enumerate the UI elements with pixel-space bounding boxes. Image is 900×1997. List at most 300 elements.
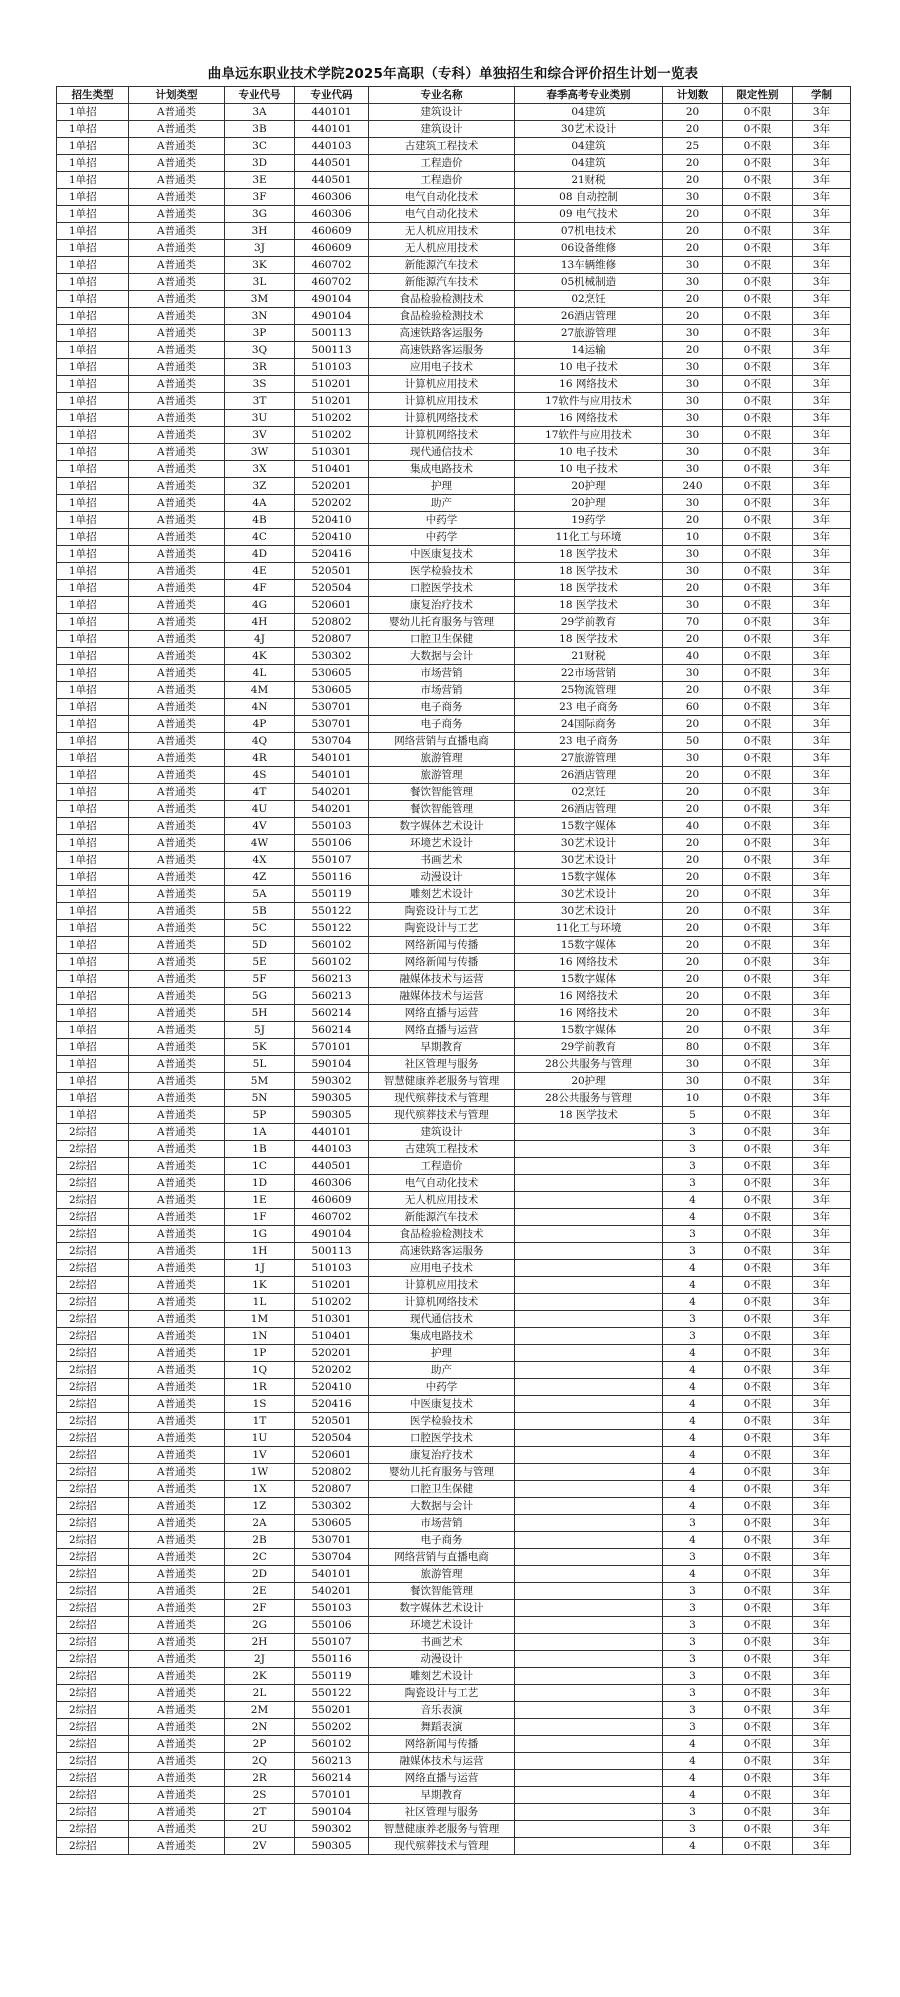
exam-category-cell: 26酒店管理 bbox=[515, 767, 663, 784]
major-code-cell: 520802 bbox=[295, 614, 369, 631]
major-code-short-cell: 2E bbox=[225, 1583, 295, 1600]
gender-limit-cell: 0不限 bbox=[723, 1532, 793, 1549]
admission-type-cell: 1单招 bbox=[57, 274, 129, 291]
plan-type-cell: A普通类 bbox=[129, 1141, 225, 1158]
gender-limit-cell: 0不限 bbox=[723, 648, 793, 665]
exam-category-cell bbox=[515, 1396, 663, 1413]
admission-type-cell: 1单招 bbox=[57, 359, 129, 376]
major-code-short-cell: 4D bbox=[225, 546, 295, 563]
major-code-cell: 550107 bbox=[295, 1634, 369, 1651]
plan-count-cell: 20 bbox=[663, 631, 723, 648]
gender-limit-cell: 0不限 bbox=[723, 1549, 793, 1566]
duration-cell: 3年 bbox=[793, 172, 851, 189]
major-code-cell: 530701 bbox=[295, 699, 369, 716]
exam-category-cell: 23 电子商务 bbox=[515, 699, 663, 716]
exam-category-cell bbox=[515, 1141, 663, 1158]
admission-type-cell: 2综招 bbox=[57, 1515, 129, 1532]
plan-type-cell: A普通类 bbox=[129, 1838, 225, 1855]
plan-type-cell: A普通类 bbox=[129, 1719, 225, 1736]
major-code-short-cell: 1P bbox=[225, 1345, 295, 1362]
header-major-name: 专业名称 bbox=[369, 87, 515, 104]
major-code-cell: 500113 bbox=[295, 325, 369, 342]
plan-type-cell: A普通类 bbox=[129, 1634, 225, 1651]
major-code-short-cell: 2V bbox=[225, 1838, 295, 1855]
major-code-short-cell: 5D bbox=[225, 937, 295, 954]
major-name-cell: 旅游管理 bbox=[369, 767, 515, 784]
plan-type-cell: A普通类 bbox=[129, 376, 225, 393]
gender-limit-cell: 0不限 bbox=[723, 393, 793, 410]
plan-count-cell: 20 bbox=[663, 920, 723, 937]
duration-cell: 3年 bbox=[793, 1447, 851, 1464]
plan-type-cell: A普通类 bbox=[129, 1617, 225, 1634]
major-code-cell: 550116 bbox=[295, 1651, 369, 1668]
table-row bbox=[57, 1107, 851, 1124]
gender-limit-cell: 0不限 bbox=[723, 1481, 793, 1498]
table-row bbox=[57, 1821, 851, 1838]
major-name-cell: 雕刻艺术设计 bbox=[369, 886, 515, 903]
major-code-short-cell: 2L bbox=[225, 1685, 295, 1702]
duration-cell: 3年 bbox=[793, 1464, 851, 1481]
major-code-cell: 550116 bbox=[295, 869, 369, 886]
exam-category-cell: 17软件与应用技术 bbox=[515, 427, 663, 444]
major-code-cell: 460306 bbox=[295, 206, 369, 223]
major-code-cell: 520807 bbox=[295, 1481, 369, 1498]
plan-type-cell: A普通类 bbox=[129, 1549, 225, 1566]
major-name-cell: 电气自动化技术 bbox=[369, 206, 515, 223]
major-code-cell: 530605 bbox=[295, 1515, 369, 1532]
plan-count-cell: 20 bbox=[663, 240, 723, 257]
major-name-cell: 计算机网络技术 bbox=[369, 427, 515, 444]
admission-type-cell: 2综招 bbox=[57, 1362, 129, 1379]
table-row bbox=[57, 461, 851, 478]
duration-cell: 3年 bbox=[793, 1107, 851, 1124]
plan-type-cell: A普通类 bbox=[129, 359, 225, 376]
gender-limit-cell: 0不限 bbox=[723, 1260, 793, 1277]
major-name-cell: 电子商务 bbox=[369, 699, 515, 716]
major-name-cell: 高速铁路客运服务 bbox=[369, 342, 515, 359]
major-name-cell: 应用电子技术 bbox=[369, 1260, 515, 1277]
exam-category-cell: 02烹饪 bbox=[515, 291, 663, 308]
table-row bbox=[57, 1260, 851, 1277]
major-code-short-cell: 2J bbox=[225, 1651, 295, 1668]
major-name-cell: 餐饮智能管理 bbox=[369, 1583, 515, 1600]
exam-category-cell: 07机电技术 bbox=[515, 223, 663, 240]
exam-category-cell bbox=[515, 1838, 663, 1855]
major-code-short-cell: 1T bbox=[225, 1413, 295, 1430]
major-code-short-cell: 5C bbox=[225, 920, 295, 937]
major-code-cell: 530302 bbox=[295, 1498, 369, 1515]
plan-count-cell: 3 bbox=[663, 1583, 723, 1600]
major-name-cell: 大数据与会计 bbox=[369, 648, 515, 665]
plan-type-cell: A普通类 bbox=[129, 546, 225, 563]
table-row bbox=[57, 342, 851, 359]
gender-limit-cell: 0不限 bbox=[723, 1175, 793, 1192]
major-code-short-cell: 1X bbox=[225, 1481, 295, 1498]
plan-count-cell: 30 bbox=[663, 189, 723, 206]
gender-limit-cell: 0不限 bbox=[723, 920, 793, 937]
table-row bbox=[57, 1804, 851, 1821]
major-code-cell: 590104 bbox=[295, 1056, 369, 1073]
major-code-cell: 520201 bbox=[295, 1345, 369, 1362]
exam-category-cell: 23 电子商务 bbox=[515, 733, 663, 750]
plan-type-cell: A普通类 bbox=[129, 342, 225, 359]
table-row bbox=[57, 257, 851, 274]
plan-count-cell: 20 bbox=[663, 767, 723, 784]
table-row bbox=[57, 580, 851, 597]
exam-category-cell bbox=[515, 1753, 663, 1770]
gender-limit-cell: 0不限 bbox=[723, 971, 793, 988]
exam-category-cell bbox=[515, 1498, 663, 1515]
table-row bbox=[57, 682, 851, 699]
gender-limit-cell: 0不限 bbox=[723, 1498, 793, 1515]
major-code-short-cell: 5B bbox=[225, 903, 295, 920]
duration-cell: 3年 bbox=[793, 631, 851, 648]
duration-cell: 3年 bbox=[793, 410, 851, 427]
plan-type-cell: A普通类 bbox=[129, 580, 225, 597]
exam-category-cell: 18 医学技术 bbox=[515, 597, 663, 614]
admission-type-cell: 1单招 bbox=[57, 614, 129, 631]
plan-count-cell: 20 bbox=[663, 784, 723, 801]
admission-type-cell: 1单招 bbox=[57, 818, 129, 835]
gender-limit-cell: 0不限 bbox=[723, 1515, 793, 1532]
exam-category-cell: 26酒店管理 bbox=[515, 308, 663, 325]
admission-type-cell: 2综招 bbox=[57, 1175, 129, 1192]
admission-type-cell: 2综招 bbox=[57, 1379, 129, 1396]
major-code-cell: 510103 bbox=[295, 1260, 369, 1277]
major-name-cell: 现代殡葬技术与管理 bbox=[369, 1090, 515, 1107]
gender-limit-cell: 0不限 bbox=[723, 1073, 793, 1090]
plan-type-cell: A普通类 bbox=[129, 1753, 225, 1770]
table-row bbox=[57, 1685, 851, 1702]
plan-type-cell: A普通类 bbox=[129, 1005, 225, 1022]
plan-count-cell: 4 bbox=[663, 1430, 723, 1447]
table-row bbox=[57, 1753, 851, 1770]
major-name-cell: 陶瓷设计与工艺 bbox=[369, 1685, 515, 1702]
exam-category-cell: 28公共服务与管理 bbox=[515, 1090, 663, 1107]
plan-type-cell: A普通类 bbox=[129, 274, 225, 291]
plan-type-cell: A普通类 bbox=[129, 1362, 225, 1379]
plan-count-cell: 20 bbox=[663, 835, 723, 852]
major-code-cell: 440103 bbox=[295, 138, 369, 155]
plan-count-cell: 20 bbox=[663, 1022, 723, 1039]
plan-type-cell: A普通类 bbox=[129, 1651, 225, 1668]
plan-count-cell: 40 bbox=[663, 648, 723, 665]
major-name-cell: 食品检验检测技术 bbox=[369, 291, 515, 308]
admission-type-cell: 2综招 bbox=[57, 1277, 129, 1294]
admission-type-cell: 2综招 bbox=[57, 1702, 129, 1719]
plan-type-cell: A普通类 bbox=[129, 1175, 225, 1192]
table-row bbox=[57, 1039, 851, 1056]
exam-category-cell bbox=[515, 1549, 663, 1566]
major-name-cell: 康复治疗技术 bbox=[369, 597, 515, 614]
table-row bbox=[57, 172, 851, 189]
major-code-short-cell: 3D bbox=[225, 155, 295, 172]
major-code-short-cell: 4L bbox=[225, 665, 295, 682]
duration-cell: 3年 bbox=[793, 359, 851, 376]
major-name-cell: 现代通信技术 bbox=[369, 444, 515, 461]
plan-count-cell: 4 bbox=[663, 1498, 723, 1515]
duration-cell: 3年 bbox=[793, 274, 851, 291]
admission-type-cell: 2综招 bbox=[57, 1311, 129, 1328]
table-row bbox=[57, 852, 851, 869]
gender-limit-cell: 0不限 bbox=[723, 478, 793, 495]
plan-type-cell: A普通类 bbox=[129, 1039, 225, 1056]
duration-cell: 3年 bbox=[793, 104, 851, 121]
table-row bbox=[57, 835, 851, 852]
table-row bbox=[57, 903, 851, 920]
major-name-cell: 动漫设计 bbox=[369, 1651, 515, 1668]
table-row bbox=[57, 1243, 851, 1260]
major-code-short-cell: 3A bbox=[225, 104, 295, 121]
major-code-cell: 560214 bbox=[295, 1022, 369, 1039]
admission-type-cell: 2综招 bbox=[57, 1447, 129, 1464]
plan-count-cell: 20 bbox=[663, 886, 723, 903]
plan-count-cell: 4 bbox=[663, 1838, 723, 1855]
duration-cell: 3年 bbox=[793, 1192, 851, 1209]
plan-count-cell: 3 bbox=[663, 1124, 723, 1141]
plan-type-cell: A普通类 bbox=[129, 308, 225, 325]
table-row bbox=[57, 240, 851, 257]
plan-count-cell: 3 bbox=[663, 1141, 723, 1158]
exam-category-cell: 17软件与应用技术 bbox=[515, 393, 663, 410]
plan-type-cell: A普通类 bbox=[129, 1260, 225, 1277]
plan-type-cell: A普通类 bbox=[129, 1277, 225, 1294]
plan-count-cell: 30 bbox=[663, 1073, 723, 1090]
major-code-cell: 540201 bbox=[295, 801, 369, 818]
major-code-short-cell: 5A bbox=[225, 886, 295, 903]
admission-type-cell: 2综招 bbox=[57, 1804, 129, 1821]
major-code-cell: 520504 bbox=[295, 1430, 369, 1447]
table-row bbox=[57, 427, 851, 444]
duration-cell: 3年 bbox=[793, 1430, 851, 1447]
plan-count-cell: 20 bbox=[663, 1005, 723, 1022]
major-code-short-cell: 1R bbox=[225, 1379, 295, 1396]
gender-limit-cell: 0不限 bbox=[723, 104, 793, 121]
table-row bbox=[57, 359, 851, 376]
exam-category-cell: 10 电子技术 bbox=[515, 461, 663, 478]
admission-type-cell: 1单招 bbox=[57, 240, 129, 257]
gender-limit-cell: 0不限 bbox=[723, 1226, 793, 1243]
duration-cell: 3年 bbox=[793, 1481, 851, 1498]
gender-limit-cell: 0不限 bbox=[723, 444, 793, 461]
gender-limit-cell: 0不限 bbox=[723, 1090, 793, 1107]
table-row bbox=[57, 410, 851, 427]
plan-type-cell: A普通类 bbox=[129, 648, 225, 665]
major-name-cell: 现代通信技术 bbox=[369, 1311, 515, 1328]
plan-type-cell: A普通类 bbox=[129, 665, 225, 682]
exam-category-cell: 18 医学技术 bbox=[515, 1107, 663, 1124]
table-row bbox=[57, 988, 851, 1005]
gender-limit-cell: 0不限 bbox=[723, 1277, 793, 1294]
plan-count-cell: 20 bbox=[663, 988, 723, 1005]
plan-count-cell: 3 bbox=[663, 1651, 723, 1668]
major-name-cell: 网络营销与直播电商 bbox=[369, 733, 515, 750]
table-row bbox=[57, 1379, 851, 1396]
major-code-short-cell: 3L bbox=[225, 274, 295, 291]
major-name-cell: 助产 bbox=[369, 1362, 515, 1379]
major-code-short-cell: 5P bbox=[225, 1107, 295, 1124]
major-code-short-cell: 2G bbox=[225, 1617, 295, 1634]
major-name-cell: 中药学 bbox=[369, 1379, 515, 1396]
plan-count-cell: 4 bbox=[663, 1532, 723, 1549]
gender-limit-cell: 0不限 bbox=[723, 1345, 793, 1362]
admission-type-cell: 2综招 bbox=[57, 1736, 129, 1753]
table-row bbox=[57, 1770, 851, 1787]
duration-cell: 3年 bbox=[793, 1005, 851, 1022]
exam-category-cell bbox=[515, 1447, 663, 1464]
duration-cell: 3年 bbox=[793, 716, 851, 733]
duration-cell: 3年 bbox=[793, 512, 851, 529]
table-row bbox=[57, 1532, 851, 1549]
gender-limit-cell: 0不限 bbox=[723, 1838, 793, 1855]
plan-type-cell: A普通类 bbox=[129, 767, 225, 784]
plan-count-cell: 3 bbox=[663, 1719, 723, 1736]
major-code-short-cell: 3X bbox=[225, 461, 295, 478]
gender-limit-cell: 0不限 bbox=[723, 342, 793, 359]
duration-cell: 3年 bbox=[793, 1396, 851, 1413]
major-code-short-cell: 2N bbox=[225, 1719, 295, 1736]
plan-type-cell: A普通类 bbox=[129, 937, 225, 954]
major-code-cell: 520802 bbox=[295, 1464, 369, 1481]
admission-type-cell: 2综招 bbox=[57, 1243, 129, 1260]
exam-category-cell bbox=[515, 1209, 663, 1226]
exam-category-cell bbox=[515, 1277, 663, 1294]
major-code-short-cell: 4X bbox=[225, 852, 295, 869]
gender-limit-cell: 0不限 bbox=[723, 172, 793, 189]
major-name-cell: 书画艺术 bbox=[369, 852, 515, 869]
plan-type-cell: A普通类 bbox=[129, 1481, 225, 1498]
table-row bbox=[57, 1651, 851, 1668]
gender-limit-cell: 0不限 bbox=[723, 1039, 793, 1056]
plan-count-cell: 70 bbox=[663, 614, 723, 631]
table-row bbox=[57, 1090, 851, 1107]
plan-type-cell: A普通类 bbox=[129, 1311, 225, 1328]
plan-count-cell: 240 bbox=[663, 478, 723, 495]
table-row bbox=[57, 393, 851, 410]
table-row bbox=[57, 274, 851, 291]
major-code-short-cell: 4U bbox=[225, 801, 295, 818]
gender-limit-cell: 0不限 bbox=[723, 1464, 793, 1481]
gender-limit-cell: 0不限 bbox=[723, 1362, 793, 1379]
major-code-short-cell: 1Z bbox=[225, 1498, 295, 1515]
plan-count-cell: 20 bbox=[663, 937, 723, 954]
table-row bbox=[57, 699, 851, 716]
admission-type-cell: 1单招 bbox=[57, 954, 129, 971]
admission-type-cell: 1单招 bbox=[57, 478, 129, 495]
gender-limit-cell: 0不限 bbox=[723, 257, 793, 274]
table-row bbox=[57, 801, 851, 818]
duration-cell: 3年 bbox=[793, 784, 851, 801]
duration-cell: 3年 bbox=[793, 852, 851, 869]
plan-type-cell: A普通类 bbox=[129, 614, 225, 631]
major-code-cell: 590305 bbox=[295, 1090, 369, 1107]
exam-category-cell: 20护理 bbox=[515, 495, 663, 512]
exam-category-cell: 19药学 bbox=[515, 512, 663, 529]
duration-cell: 3年 bbox=[793, 1090, 851, 1107]
major-name-cell: 医学检验技术 bbox=[369, 1413, 515, 1430]
gender-limit-cell: 0不限 bbox=[723, 699, 793, 716]
major-code-cell: 590305 bbox=[295, 1107, 369, 1124]
major-name-cell: 雕刻艺术设计 bbox=[369, 1668, 515, 1685]
major-name-cell: 建筑设计 bbox=[369, 1124, 515, 1141]
major-code-cell: 520416 bbox=[295, 546, 369, 563]
gender-limit-cell: 0不限 bbox=[723, 1158, 793, 1175]
duration-cell: 3年 bbox=[793, 801, 851, 818]
duration-cell: 3年 bbox=[793, 682, 851, 699]
gender-limit-cell: 0不限 bbox=[723, 1328, 793, 1345]
gender-limit-cell: 0不限 bbox=[723, 1753, 793, 1770]
table-row bbox=[57, 291, 851, 308]
gender-limit-cell: 0不限 bbox=[723, 733, 793, 750]
major-name-cell: 集成电路技术 bbox=[369, 461, 515, 478]
exam-category-cell: 04建筑 bbox=[515, 104, 663, 121]
admission-type-cell: 1单招 bbox=[57, 750, 129, 767]
exam-category-cell bbox=[515, 1294, 663, 1311]
enrollment-plan-table bbox=[56, 86, 851, 1855]
plan-count-cell: 30 bbox=[663, 461, 723, 478]
gender-limit-cell: 0不限 bbox=[723, 1243, 793, 1260]
major-code-cell: 440501 bbox=[295, 155, 369, 172]
major-code-short-cell: 1H bbox=[225, 1243, 295, 1260]
plan-count-cell: 5 bbox=[663, 1107, 723, 1124]
major-name-cell: 医学检验技术 bbox=[369, 563, 515, 580]
exam-category-cell: 15数字媒体 bbox=[515, 971, 663, 988]
table-row bbox=[57, 325, 851, 342]
table-row bbox=[57, 784, 851, 801]
duration-cell: 3年 bbox=[793, 546, 851, 563]
major-name-cell: 计算机网络技术 bbox=[369, 1294, 515, 1311]
exam-category-cell bbox=[515, 1651, 663, 1668]
duration-cell: 3年 bbox=[793, 988, 851, 1005]
table-row bbox=[57, 1226, 851, 1243]
major-name-cell: 新能源汽车技术 bbox=[369, 257, 515, 274]
gender-limit-cell: 0不限 bbox=[723, 1107, 793, 1124]
major-name-cell: 融媒体技术与运营 bbox=[369, 988, 515, 1005]
plan-type-cell: A普通类 bbox=[129, 223, 225, 240]
table-row bbox=[57, 1209, 851, 1226]
admission-type-cell: 2综招 bbox=[57, 1634, 129, 1651]
major-code-short-cell: 3W bbox=[225, 444, 295, 461]
major-code-short-cell: 3E bbox=[225, 172, 295, 189]
table-row bbox=[57, 1396, 851, 1413]
exam-category-cell: 20护理 bbox=[515, 1073, 663, 1090]
duration-cell: 3年 bbox=[793, 1056, 851, 1073]
duration-cell: 3年 bbox=[793, 1566, 851, 1583]
plan-count-cell: 3 bbox=[663, 1804, 723, 1821]
plan-type-cell: A普通类 bbox=[129, 1022, 225, 1039]
exam-category-cell bbox=[515, 1736, 663, 1753]
admission-type-cell: 2综招 bbox=[57, 1549, 129, 1566]
plan-count-cell: 30 bbox=[663, 393, 723, 410]
plan-type-cell: A普通类 bbox=[129, 1770, 225, 1787]
plan-type-cell: A普通类 bbox=[129, 495, 225, 512]
gender-limit-cell: 0不限 bbox=[723, 665, 793, 682]
table-row bbox=[57, 495, 851, 512]
duration-cell: 3年 bbox=[793, 1617, 851, 1634]
major-name-cell: 工程造价 bbox=[369, 155, 515, 172]
exam-category-cell bbox=[515, 1124, 663, 1141]
gender-limit-cell: 0不限 bbox=[723, 869, 793, 886]
duration-cell: 3年 bbox=[793, 325, 851, 342]
major-code-short-cell: 1F bbox=[225, 1209, 295, 1226]
duration-cell: 3年 bbox=[793, 903, 851, 920]
major-name-cell: 古建筑工程技术 bbox=[369, 1141, 515, 1158]
admission-type-cell: 2综招 bbox=[57, 1294, 129, 1311]
plan-type-cell: A普通类 bbox=[129, 1192, 225, 1209]
header-admission-type: 招生类型 bbox=[57, 87, 129, 104]
gender-limit-cell: 0不限 bbox=[723, 189, 793, 206]
admission-type-cell: 2综招 bbox=[57, 1328, 129, 1345]
